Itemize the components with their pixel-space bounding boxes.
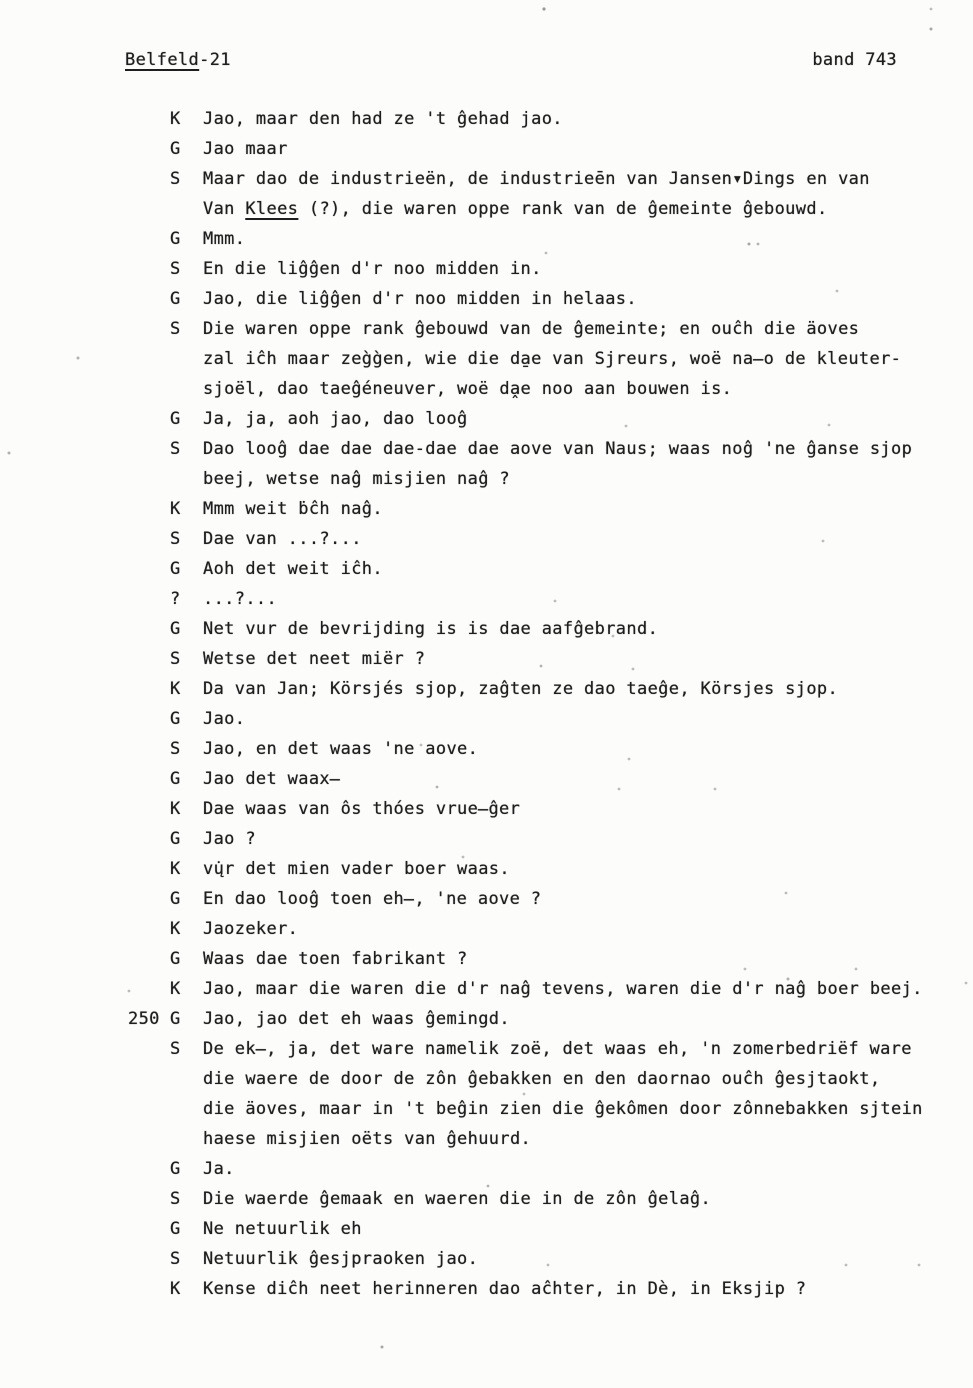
speaker-label: G xyxy=(170,769,181,789)
line-text: Jao, maar den had ze 't ĝehad jao. xyxy=(203,109,563,129)
line-text: Ja, ja, aoh jao, dao looĝ xyxy=(203,409,468,429)
transcript-line xyxy=(128,854,973,884)
line-text: Net vur de bevrijding is is dae aafĝebrand. xyxy=(203,619,659,639)
line-text: Waas dae toen fabrikant ? xyxy=(203,949,468,969)
transcript-line xyxy=(128,494,973,524)
speaker-label: ? xyxy=(170,589,181,609)
line-text: Die waerde ĝemaak en waeren die in de zôn ĝelaĝ. xyxy=(203,1189,712,1209)
line-number: 250 xyxy=(128,1009,160,1029)
speaker-label: S xyxy=(170,169,181,189)
transcript-line xyxy=(128,1184,973,1214)
line-text: Da van Jan; Körsjés sjop, zaĝten ze dao taeĝe, Körsjes sjop. xyxy=(203,679,839,699)
line-text: En die liĝĝen d'r noo midden in. xyxy=(203,259,542,279)
speaker-label xyxy=(170,374,203,404)
speaker-label: G xyxy=(170,949,181,969)
line-number xyxy=(128,1184,170,1214)
speaker-label xyxy=(170,344,203,374)
line-text: Maar dao de industrieën, de industrieēn van Jansen▾Dings en van xyxy=(203,169,870,189)
transcript-line xyxy=(128,584,973,614)
line-number xyxy=(128,104,170,134)
line-text: zal iĉh maar zeg̀g̀en, wie die da̱e van Sjreurs, woë na̶o de kleuter- xyxy=(203,349,902,369)
transcript-line xyxy=(128,764,973,794)
line-text: Jao maar xyxy=(203,139,288,159)
line-number xyxy=(128,494,170,524)
line-text: sjoël, dao taeĝéneuver, woë da̭e noo aan bouwen is. xyxy=(203,379,733,399)
speaker-label xyxy=(170,464,203,494)
transcript-line xyxy=(128,284,973,314)
band-number: band 743 xyxy=(812,50,897,70)
transcript-line xyxy=(128,1094,973,1124)
line-number xyxy=(128,284,170,314)
speaker-label: G xyxy=(170,559,181,579)
line-number xyxy=(128,224,170,254)
speaker-label: G xyxy=(170,1159,181,1179)
transcript-line xyxy=(128,974,973,1004)
line-text: Jao ? xyxy=(203,829,256,849)
line-number xyxy=(128,704,170,734)
line-number xyxy=(128,254,170,284)
line-text: Jao, die liĝĝen d'r noo midden in helaas. xyxy=(203,289,637,309)
line-number xyxy=(128,584,170,614)
speaker-label: G xyxy=(170,229,181,249)
transcript-line xyxy=(128,164,973,194)
line-number xyxy=(128,1214,170,1244)
speaker-label: S xyxy=(170,439,181,459)
line-text: haese misjien oëts van ĝehuurd. xyxy=(203,1129,532,1149)
line-number xyxy=(128,974,170,1004)
speaker-label: G xyxy=(170,139,181,159)
speaker-label: K xyxy=(170,799,181,819)
transcript-line xyxy=(128,1124,973,1154)
speaker-label: G xyxy=(170,829,181,849)
speaker-label: G xyxy=(170,889,181,909)
transcript-line xyxy=(128,1064,973,1094)
line-number xyxy=(128,944,170,974)
line-text: Dae van ...?... xyxy=(203,529,362,549)
line-number xyxy=(128,884,170,914)
transcript-line xyxy=(128,194,973,224)
speaker-label: S xyxy=(170,1189,181,1209)
transcript-line xyxy=(128,434,973,464)
transcript-line xyxy=(128,674,973,704)
line-text: Kense diĉh neet herinneren dao aĉhter, in Dè, in Eksjip ? xyxy=(203,1279,807,1299)
line-text: Ja. xyxy=(203,1159,235,1179)
transcript-line xyxy=(128,944,973,974)
transcript-line xyxy=(128,1244,973,1274)
line-number xyxy=(128,404,170,434)
line-text: En dao looĝ toen eh̶, 'ne aove ? xyxy=(203,889,542,909)
transcript-line xyxy=(128,914,973,944)
transcript-line xyxy=(128,1034,973,1064)
document-title xyxy=(125,50,231,70)
line-number xyxy=(128,914,170,944)
page-header xyxy=(125,50,897,70)
line-number xyxy=(128,674,170,704)
line-number xyxy=(128,344,170,374)
transcript-line xyxy=(128,704,973,734)
speaker-label: K xyxy=(170,1279,181,1299)
speaker-label: G xyxy=(170,709,181,729)
speaker-label: G xyxy=(170,409,181,429)
line-number xyxy=(128,464,170,494)
line-number xyxy=(128,194,170,224)
speaker-label xyxy=(170,1124,203,1154)
line-number xyxy=(128,1064,170,1094)
line-number xyxy=(128,824,170,854)
line-text: Netuurlik ĝesjpraoken jao. xyxy=(203,1249,479,1269)
line-number xyxy=(128,374,170,404)
line-number xyxy=(128,794,170,824)
speaker-label: K xyxy=(170,979,181,999)
line-number xyxy=(128,644,170,674)
speaker-label: K xyxy=(170,859,181,879)
line-text: Jao det waax̶ xyxy=(203,769,341,789)
speaker-label: S xyxy=(170,529,181,549)
transcript-line xyxy=(128,644,973,674)
line-number xyxy=(128,524,170,554)
speaker-label: K xyxy=(170,109,181,129)
speaker-label: S xyxy=(170,1039,181,1059)
transcript-line xyxy=(128,344,973,374)
transcript-line xyxy=(128,1154,973,1184)
line-number xyxy=(128,1094,170,1124)
transcript-line xyxy=(128,884,973,914)
document-title-underlined: Belfeld xyxy=(125,50,200,70)
transcript-line xyxy=(128,1214,973,1244)
speaker-label: K xyxy=(170,679,181,699)
line-text: ...?... xyxy=(203,589,278,609)
speaker-label: S xyxy=(170,319,181,339)
line-text: Mmm weit ḃĉh naĝ. xyxy=(203,499,383,519)
line-number xyxy=(128,434,170,464)
underlined-word: Klees xyxy=(245,199,299,219)
line-text: De ek̶, ja, det ware namelik zoë, det waas eh, 'n zomerbedriëf ware xyxy=(203,1039,912,1059)
speaker-label: S xyxy=(170,259,181,279)
line-number xyxy=(128,134,170,164)
line-text: Mmm. xyxy=(203,229,246,249)
transcript-line xyxy=(128,314,973,344)
scan-noise xyxy=(0,0,2,2)
transcript-line xyxy=(128,614,973,644)
transcript-line xyxy=(128,794,973,824)
speaker-label: K xyxy=(170,919,181,939)
line-text: vų̇r det mien vader boer waas. xyxy=(203,859,510,879)
line-text: Jao, maar die waren die d'r naĝ tevens, waren die d'r naĝ boer beej. xyxy=(203,979,923,999)
line-text: Jao, jao det eh waas ĝemingd. xyxy=(203,1009,510,1029)
line-number xyxy=(128,1154,170,1184)
transcript-line xyxy=(128,464,973,494)
line-number xyxy=(128,1124,170,1154)
line-text: Jao. xyxy=(203,709,246,729)
transcript-line xyxy=(128,734,973,764)
line-number xyxy=(128,1244,170,1274)
transcript-line xyxy=(128,524,973,554)
transcript-line xyxy=(128,104,973,134)
line-number xyxy=(128,1034,170,1064)
line-number xyxy=(128,1274,170,1304)
line-text: die äoves, maar in 't beĝin zien die ĝekômen door zônnebakken sjtein xyxy=(203,1099,923,1119)
transcript-line xyxy=(128,1274,973,1304)
line-text: Van Klees (?), die waren oppe rank van de ĝemeinte ĝebouwd. xyxy=(203,199,828,219)
speaker-label: G xyxy=(170,289,181,309)
line-number xyxy=(128,164,170,194)
speaker-label: K xyxy=(170,499,181,519)
speaker-label xyxy=(170,1064,203,1094)
line-number xyxy=(128,734,170,764)
speaker-label: S xyxy=(170,739,181,759)
line-number xyxy=(128,854,170,884)
line-number xyxy=(128,554,170,584)
speaker-label: G xyxy=(170,1219,181,1239)
transcript-line xyxy=(128,374,973,404)
line-number xyxy=(128,314,170,344)
line-text: die waere de door de zôn ĝebakken en den daornao ouĉh ĝesjtaokt, xyxy=(203,1069,881,1089)
line-text: Aoh det weit iĉh. xyxy=(203,559,383,579)
line-text: Die waren oppe rank ĝebouwd van de ĝemeinte; en ouĉh die äoves xyxy=(203,319,860,339)
line-text: Wetse det neet miër ? xyxy=(203,649,426,669)
transcript-line xyxy=(128,554,973,584)
transcript-line xyxy=(128,134,973,164)
transcript-line xyxy=(128,824,973,854)
line-text: Ne netuurlik eh xyxy=(203,1219,362,1239)
transcript-line xyxy=(128,224,973,254)
line-number xyxy=(128,764,170,794)
transcript-line xyxy=(128,254,973,284)
speaker-label: G xyxy=(170,1009,181,1029)
transcript xyxy=(128,104,973,1304)
document-title-suffix: -21 xyxy=(199,50,231,70)
speaker-label xyxy=(170,1094,203,1124)
line-text: beej, wetse naĝ misjien naĝ ? xyxy=(203,469,510,489)
line-text: Dao looĝ dae dae dae-dae dae aove van Naus; waas noĝ 'ne ĝanse sjop xyxy=(203,439,913,459)
speaker-label: S xyxy=(170,1249,181,1269)
speaker-label xyxy=(170,194,203,224)
transcript-line xyxy=(128,404,973,434)
line-text: Jao, en det waas 'ne aove. xyxy=(203,739,479,759)
speaker-label: S xyxy=(170,649,181,669)
line-number xyxy=(128,614,170,644)
speaker-label: G xyxy=(170,619,181,639)
line-text: Jaozeker. xyxy=(203,919,299,939)
line-text: Dae waas van ôs thóes vrue̶ĝer xyxy=(203,799,521,819)
transcript-line xyxy=(128,1004,973,1034)
